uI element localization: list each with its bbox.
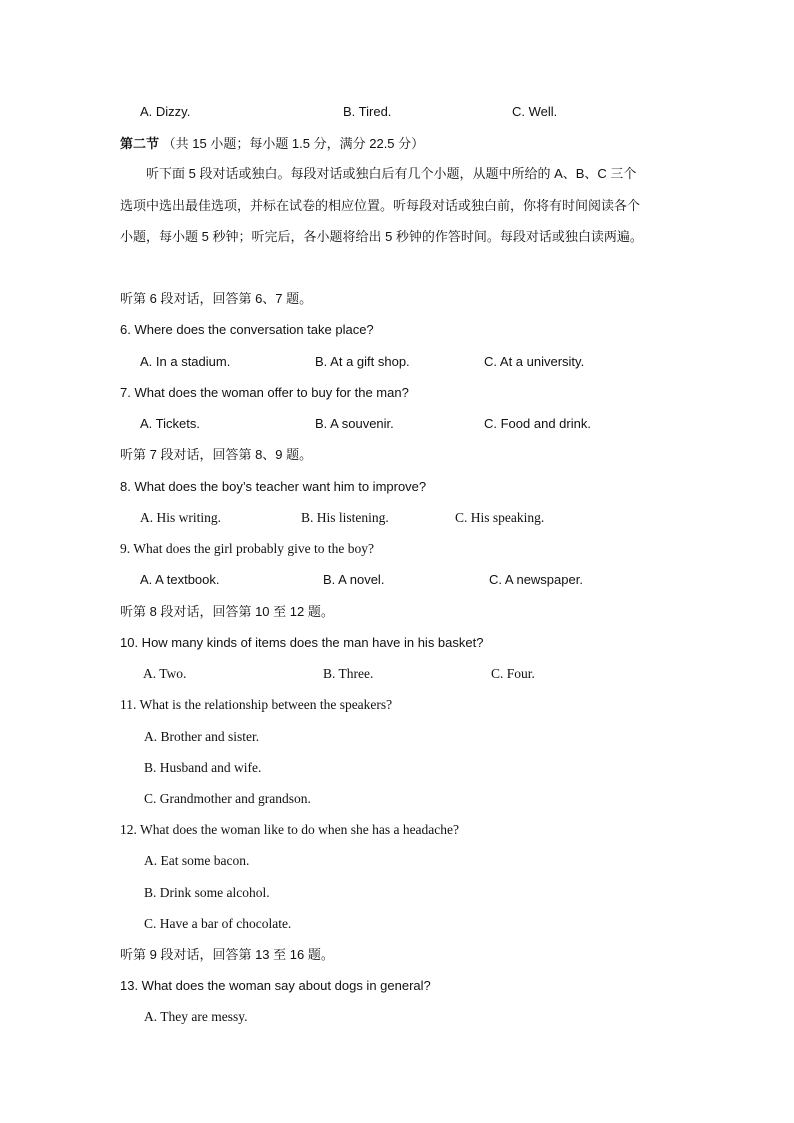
- q12-option-b: B. Drink some alcohol.: [144, 885, 270, 900]
- q9-option-b: B. A novel.: [323, 572, 385, 587]
- q11-option-a: A. Brother and sister.: [144, 729, 260, 744]
- option-b: B. Tired.: [343, 104, 392, 119]
- q13-option-a: A. They are messy.: [144, 1009, 248, 1024]
- q6-option-b: B. At a gift shop.: [315, 354, 410, 369]
- dialog-8-heading: 听第 8 段对话，回答第 10 至 12 题。: [120, 604, 334, 619]
- q12-option-a: A. Eat some bacon.: [144, 853, 250, 868]
- q8-option-a: A. His writing.: [140, 510, 221, 525]
- q7-option-a: A. Tickets.: [140, 416, 200, 431]
- q8-option-c: C. His speaking.: [455, 510, 545, 525]
- q11-option-b: B. Husband and wife.: [144, 760, 262, 775]
- q10-option-c: C. Four.: [491, 666, 535, 681]
- instruction-line-2: 选项中选出最佳选项，并标在试卷的相应位置。听每段对话或独白前，你将有时间阅读各个: [120, 198, 641, 213]
- question-12-stem: 12. What does the woman like to do when she has a headache?: [120, 822, 460, 837]
- q6-option-c: C. At a university.: [484, 354, 585, 369]
- option-a: A. Dizzy.: [140, 104, 191, 119]
- question-9-stem: 9. What does the girl probably give to the boy?: [120, 541, 374, 556]
- question-7-stem: 7. What does the woman offer to buy for the man?: [120, 385, 409, 400]
- dialog-9-heading: 听第 9 段对话，回答第 13 至 16 题。: [120, 947, 334, 962]
- question-8-stem: 8. What does the boy’s teacher want him to improve?: [120, 479, 427, 494]
- question-6-stem: 6. Where does the conversation take place?: [120, 322, 374, 337]
- dialog-7-heading: 听第 7 段对话，回答第 8、9 题。: [120, 447, 313, 462]
- section-title: 第二节: [120, 136, 160, 151]
- q10-option-a: A. Two.: [143, 666, 187, 681]
- q10-option-b: B. Three.: [323, 666, 374, 681]
- section-note: （共 15 小题；每小题 1.5 分，满分 22.5 分）: [162, 136, 425, 151]
- q9-option-a: A. A textbook.: [140, 572, 220, 587]
- question-10-stem: 10. How many kinds of items does the man have in his basket?: [120, 635, 484, 650]
- instruction-line-3: 小题，每小题 5 秒钟；听完后，各小题将给出 5 秒钟的作答时间。每段对话或独白读两遍。: [120, 229, 643, 244]
- question-13-stem: 13. What does the woman say about dogs in general?: [120, 978, 431, 993]
- q7-option-c: C. Food and drink.: [484, 416, 591, 431]
- q6-option-a: A. In a stadium.: [140, 354, 231, 369]
- q9-option-c: C. A newspaper.: [489, 572, 583, 587]
- q7-option-b: B. A souvenir.: [315, 416, 394, 431]
- dialog-6-heading: 听第 6 段对话，回答第 6、7 题。: [120, 291, 313, 306]
- section-heading: [120, 136, 424, 152]
- option-c: C. Well.: [512, 104, 558, 119]
- q11-option-c: C. Grandmother and grandson.: [144, 791, 311, 806]
- instruction-line-1: 听下面 5 段对话或独白。每段对话或独白后有几个小题，从题中所给的 A、B、C 三个: [146, 166, 637, 181]
- q12-option-c: C. Have a bar of chocolate.: [144, 916, 292, 931]
- question-11-stem: 11. What is the relationship between the speakers?: [120, 697, 393, 712]
- q8-option-b: B. His listening.: [301, 510, 389, 525]
